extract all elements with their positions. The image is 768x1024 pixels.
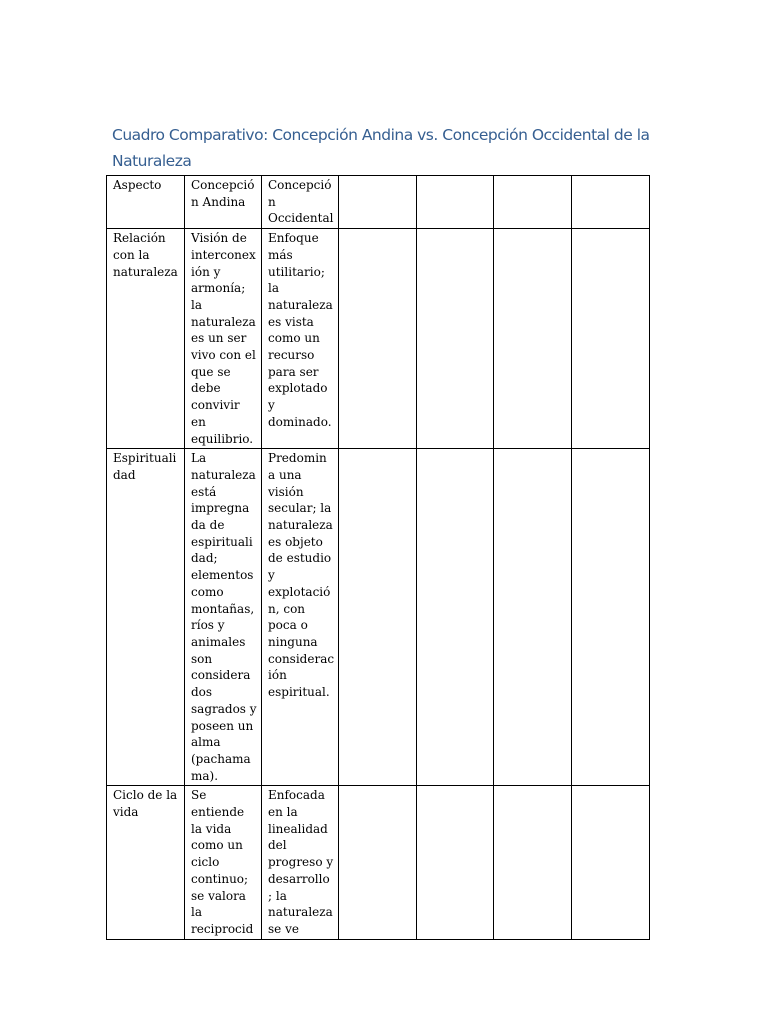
header-cell-aspecto: Aspecto [107,176,185,229]
header-cell-empty [339,176,417,229]
header-cell-concepcion-andina: Concepció n Andina [185,176,262,229]
header-cell-empty [417,176,494,229]
empty-cell [494,449,572,786]
empty-cell [339,229,417,449]
aspect-cell: Espirituali dad [107,449,185,786]
empty-cell [339,449,417,786]
empty-cell [417,449,494,786]
header-cell-empty [572,176,650,229]
header-cell-concepcion-occidental: Concepció n Occidental [262,176,339,229]
empty-cell [339,786,417,939]
table-header-row [107,176,650,229]
empty-cell [494,229,572,449]
empty-cell [494,786,572,939]
empty-cell [572,449,650,786]
empty-cell [572,229,650,449]
occidental-cell: Enfocada en la linealidad del progreso y desarrollo ; la naturaleza se ve [262,786,339,939]
occidental-cell: Enfoque más utilitario; la naturaleza es vista como un recurso para ser explotado y dominado. [262,229,339,449]
andina-cell: La naturaleza está impregna da de espirituali dad; elementos como montañas, ríos y animales son considera dos sagrados y poseen un alma (pachama ma). [185,449,262,786]
table-row [107,229,650,449]
andina-cell: Se entiende la vida como un ciclo continuo; se valora la reciprocid [185,786,262,939]
comparison-table [106,175,650,940]
empty-cell [572,786,650,939]
document-title: Cuadro Comparativo: Concepción Andina vs. Concepción Occidental de la Naturaleza [112,126,650,170]
aspect-cell: Relación con la naturaleza [107,229,185,449]
table-row [107,786,650,939]
occidental-cell: Predomin a una visión secular; la naturaleza es objeto de estudio y explotació n, con poca o ninguna considerac ión espiritual. [262,449,339,786]
table-row [107,449,650,786]
empty-cell [417,229,494,449]
aspect-cell: Ciclo de la vida [107,786,185,939]
empty-cell [417,786,494,939]
andina-cell: Visión de interconex ión y armonía; la naturaleza es un ser vivo con el que se debe convivir en equilibrio. [185,229,262,449]
header-cell-empty [494,176,572,229]
